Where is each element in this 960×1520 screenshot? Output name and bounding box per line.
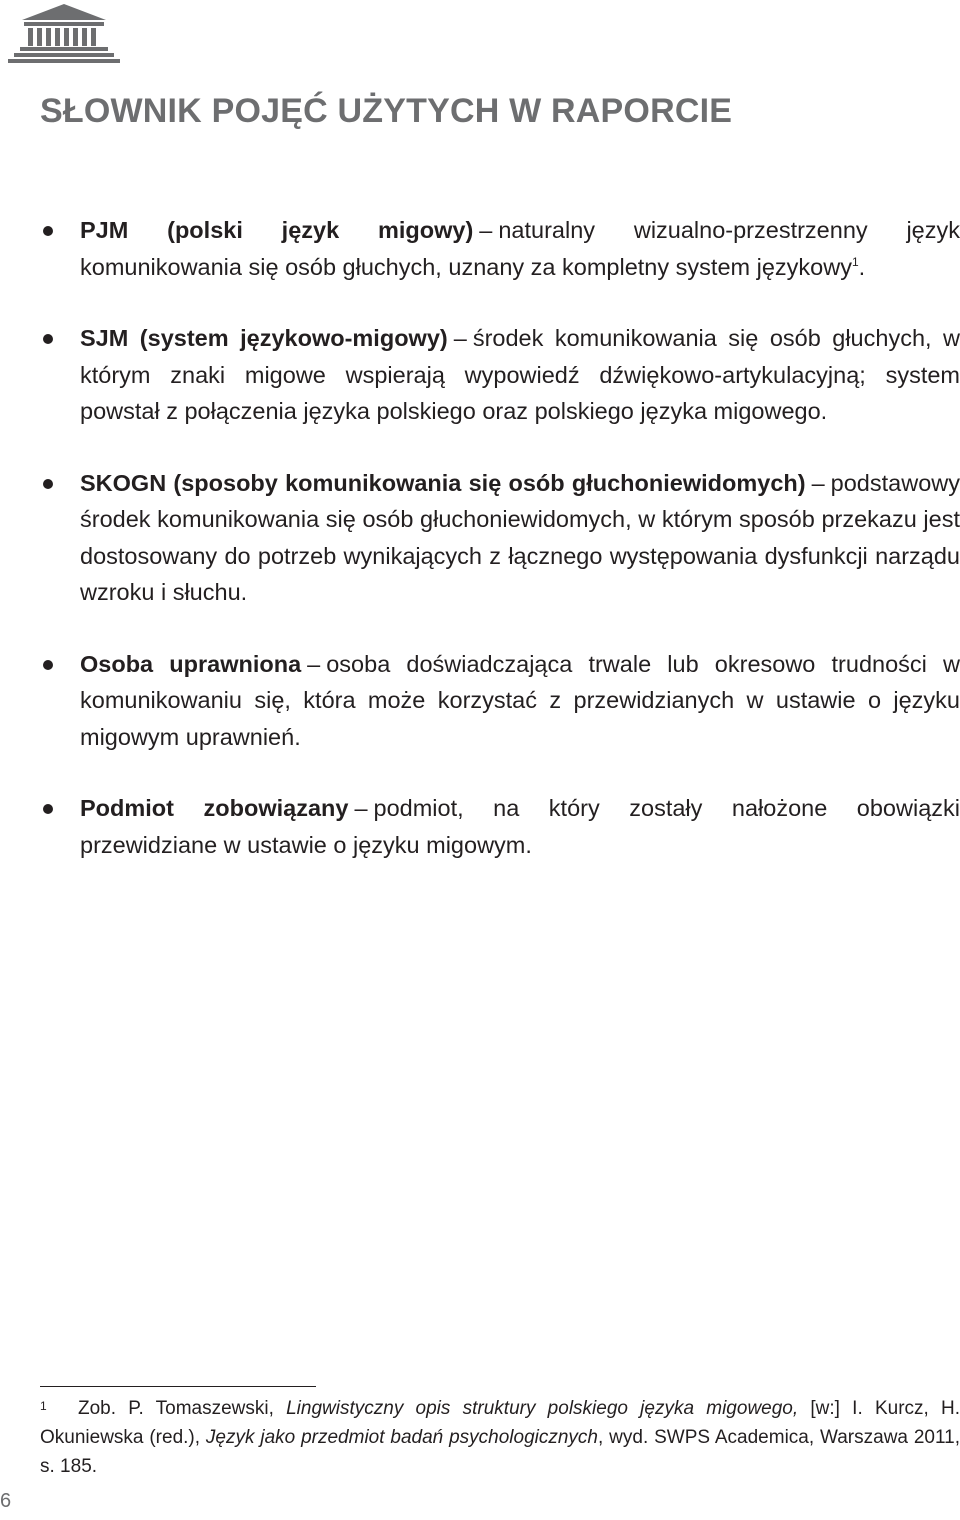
glossary-term: SKOGN (sposoby komunikowania się osób głuchoniewidomych) [80, 469, 806, 496]
glossary-entry-skogn [80, 465, 960, 611]
em-dash: – [354, 795, 368, 821]
page-title: SŁOWNIK POJĘĆ UŻYTYCH W RAPORCIE [40, 92, 733, 130]
glossary-entry-pjm [80, 212, 960, 285]
glossary-entry-osoba-uprawniona [80, 646, 960, 756]
glossary-definition: podstawowy środek komunikowania się osób głuchoniewidomych, w którym sposób przekazu jest dostosowany do potrzeb wynikających z łącznego występowania dysfunkcji narządu wzroku i słuchu. [80, 469, 960, 605]
footnote-separator [40, 1386, 316, 1387]
glossary-list [0, 212, 960, 898]
glossary-entry-sjm [80, 320, 960, 430]
footnote-tail: , wyd. SWPS Academica, Warszawa 2011, s. 185. [40, 1427, 960, 1477]
footnote [40, 1394, 960, 1481]
glossary-term: PJM (polski język migowy) [80, 217, 474, 243]
bullet-icon [43, 479, 53, 489]
glossary-term: Podmiot zobowiązany [80, 795, 349, 821]
page-number: 6 [0, 1490, 12, 1512]
em-dash: – [307, 650, 321, 677]
bullet-icon [43, 804, 53, 814]
footnote-title-1: Lingwistyczny opis struktury polskiego języka migowego, [286, 1398, 799, 1419]
footnote-number: 1 [40, 1399, 47, 1413]
glossary-entry-podmiot-zobowiazany [80, 790, 960, 863]
em-dash: – [811, 469, 825, 496]
em-dash: – [479, 217, 493, 243]
glossary-term: SJM (system językowo-migowy) [80, 325, 448, 351]
glossary-definition: osoba doświadczająca trwale lub okresowo trudności w komunikowaniu się, która może korzystać z przewidzianych w ustawie o języku migowym uprawnień. [80, 650, 960, 750]
bullet-icon [43, 334, 53, 344]
footnote-lead: Zob. P. Tomaszewski, [78, 1398, 274, 1419]
footnote-reference[interactable]: 1 [851, 254, 859, 269]
glossary-definition: podmiot, na który zostały nałożone obowiązki przewidziane w ustawie o języku migowym. [80, 795, 960, 858]
glossary-definition: naturalny wizualno-przestrzenny język komunikowania się osób głuchych, uznany za kompletny system językowy [80, 217, 960, 280]
glossary-term: Osoba uprawniona [80, 650, 302, 677]
footnote-middle: [w:] I. Kurcz, H. Okuniewska (red.), [40, 1398, 960, 1448]
bullet-icon [43, 226, 53, 236]
glossary-definition: środek komunikowania się osób głuchych, w którym znaki migowe wspierają wypowiedź dźwiękowo-artykulacyjną; system powstał z połączenia języka polskiego oraz polskiego języka migowego. [80, 325, 960, 424]
bullet-icon [43, 660, 53, 670]
em-dash: – [453, 325, 467, 351]
institution-building-logo [4, 2, 124, 64]
footnote-title-2: Język jako przedmiot badań psychologicznych [205, 1427, 598, 1448]
definition-tail: . [858, 253, 866, 280]
